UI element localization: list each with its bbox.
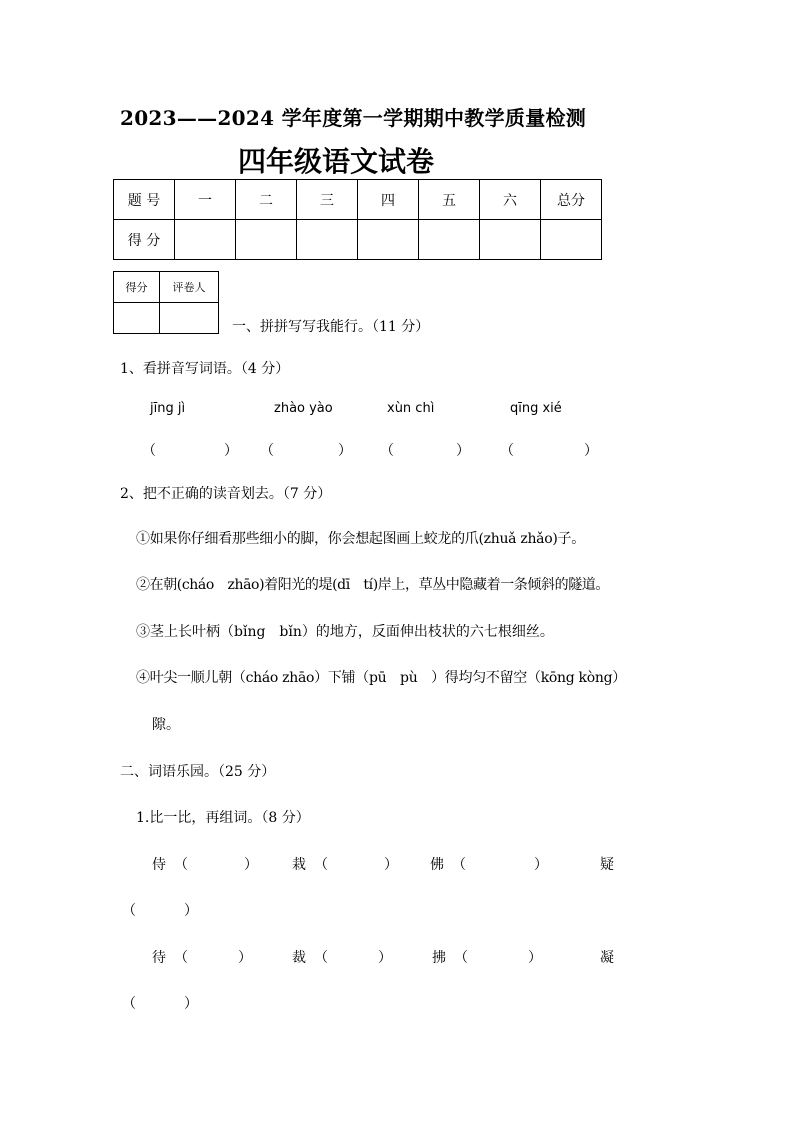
compare-char: 裁: [292, 950, 306, 966]
score-header-cell: 总分: [541, 180, 602, 220]
grader-score-cell: [114, 303, 160, 334]
q2-item-continued: 隙。: [152, 717, 180, 733]
score-header-cell: 三: [297, 180, 358, 220]
score-header-cell: 题 号: [114, 180, 175, 220]
answer-paren-open: （: [314, 950, 328, 966]
answer-paren-close: ）: [528, 950, 542, 966]
answer-paren-close: ）: [238, 950, 252, 966]
score-cell: [358, 220, 419, 260]
q2-item: ④叶尖一顺儿朝（cháo zhāo）下铺（pū pù ）得均匀不留空（kōng kòng）: [136, 670, 626, 686]
pinyin-3: xùn chì: [387, 401, 435, 416]
answer-paren-open: （: [142, 443, 156, 459]
answer-paren-close: ）: [244, 857, 258, 873]
answer-paren-open: （: [380, 443, 394, 459]
answer-paren-close: ）: [338, 443, 352, 459]
score-cell: [236, 220, 297, 260]
score-cell: [480, 220, 541, 260]
answer-paren-open: （: [314, 857, 328, 873]
answer-paren-open: （: [452, 857, 466, 873]
answer-paren-close: ）: [584, 443, 598, 459]
section1-title: 一、拼拼写写我能行。（11 分）: [232, 319, 430, 335]
pinyin-2: zhào yào: [274, 401, 333, 416]
compare-char: 侍: [152, 857, 166, 873]
grader-name-cell: [160, 303, 219, 334]
score-table-header-row: [114, 180, 602, 220]
answer-paren-open: （: [122, 996, 136, 1012]
score-header-cell: 一: [175, 180, 236, 220]
q2-title: 2、把不正确的读音划去。（7 分）: [120, 486, 332, 502]
score-cell: [419, 220, 480, 260]
answer-paren-open: （: [500, 443, 514, 459]
compare-char: 凝: [600, 950, 614, 966]
answer-paren-open: （: [174, 950, 188, 966]
answer-paren-close: ）: [378, 950, 392, 966]
exam-title: 2023——2024 学年度第一学期期中教学质量检测: [120, 106, 587, 130]
grader-table: [113, 271, 219, 334]
answer-paren-close: ）: [184, 903, 198, 919]
score-row-label: 得 分: [114, 220, 175, 260]
score-cell: [541, 220, 602, 260]
grader-name-label: 评卷人: [160, 272, 219, 303]
section2-title: 二、词语乐园。（25 分）: [120, 764, 276, 780]
grader-score-label: 得分: [114, 272, 160, 303]
s2-q1-title: 1.比一比，再组词。（8 分）: [136, 810, 310, 826]
answer-paren-open: （: [260, 443, 274, 459]
answer-paren-open: （: [174, 857, 188, 873]
answer-paren-close: ）: [224, 443, 238, 459]
answer-paren-close: ）: [456, 443, 470, 459]
q2-item: ①如果你仔细看那些细小的脚，你会想起图画上蛟龙的爪(zhuǎ zhǎo)子。: [136, 531, 585, 547]
compare-char: 待: [152, 950, 166, 966]
score-table: [113, 179, 602, 260]
answer-paren-close: ）: [384, 857, 398, 873]
score-header-cell: 五: [419, 180, 480, 220]
exam-subtitle: 四年级语文试卷: [238, 145, 435, 178]
q2-item: ②在朝(cháo zhāo)着阳光的堤(dī tí)岸上，草丛中隐藏着一条倾斜的隧道。: [136, 577, 609, 593]
q2-item: ③茎上长叶柄（bǐng bǐn）的地方，反面伸出枝状的六七根细丝。: [136, 624, 554, 640]
answer-paren-open: （: [122, 903, 136, 919]
answer-paren-open: （: [454, 950, 468, 966]
score-cell: [175, 220, 236, 260]
compare-char: 拂: [432, 950, 446, 966]
answer-paren-close: ）: [534, 857, 548, 873]
score-header-cell: 二: [236, 180, 297, 220]
pinyin-1: jīng jì: [150, 401, 186, 416]
compare-char: 疑: [600, 857, 614, 873]
score-header-cell: 六: [480, 180, 541, 220]
pinyin-4: qīng xié: [510, 401, 562, 416]
compare-char: 栽: [292, 857, 306, 873]
compare-char: 佛: [430, 857, 444, 873]
score-header-cell: 四: [358, 180, 419, 220]
answer-paren-close: ）: [184, 996, 198, 1012]
score-table-score-row: [114, 220, 602, 260]
score-cell: [297, 220, 358, 260]
q1-title: 1、看拼音写词语。（4 分）: [120, 361, 290, 377]
